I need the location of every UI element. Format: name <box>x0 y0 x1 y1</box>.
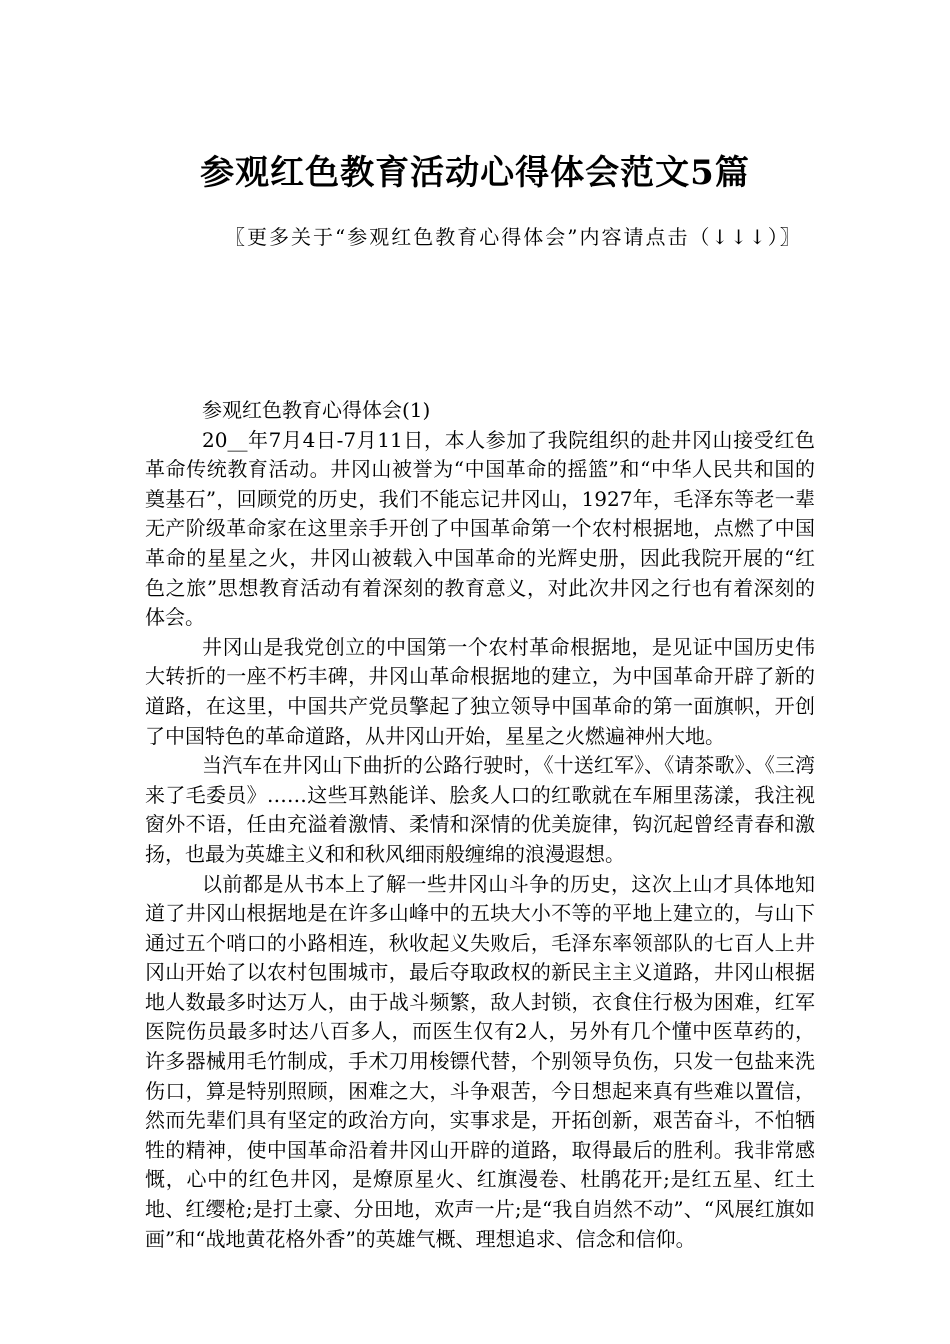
article-body <box>145 396 815 1254</box>
paragraph-1: 20__年7月4日-7月11日，本人参加了我院组织的赴井冈山接受红色革命传统教育活动。井冈山被誉为“中国革命的摇篮”和“中华人民共和国的奠基石”，回顾党的历史，我们不能忘记井冈山，1927年，毛泽东等老一辈无产阶级革命家在这里亲手开创了中国革命第一个农村根据地，点燃了中国革命的星星之火，井冈山被载入中国革命的光辉史册，因此我院开展的“红色之旅”思想教育活动有着深刻的教育意义，对此次井冈之行也有着深刻的体会。 <box>145 427 815 630</box>
section-heading: 参观红色教育心得体会(1) <box>202 398 431 422</box>
paragraph-2: 井冈山是我党创立的中国第一个农村革命根据地，是见证中国历史伟大转折的一座不朽丰碑，井冈山革命根据地的建立，为中国革命开辟了新的道路，在这里，中国共产党员擎起了独立领导中国革命的第一面旗帜，开创了中国特色的革命道路，从井冈山开始，星星之火燃遍神州大地。 <box>145 634 815 748</box>
paragraph-3: 当汽车在井冈山下曲折的公路行驶时，《十送红军》、《请茶歌》、《三湾来了毛委员》……这些耳熟能详、脍炙人口的红歌就在车厢里荡漾，我注视窗外不语，任由充溢着激情、柔情和深情的优美旋律，钩沉起曾经青春和激扬，也最为英雄主义和和秋风细雨般缠绵的浪漫遐想。 <box>145 753 815 866</box>
paragraph-4: 以前都是从书本上了解一些井冈山斗争的历史，这次上山才具体地知道了井冈山根据地是在许多山峰中的五块大小不等的平地上建立的，与山下通过五个哨口的小路相连，秋收起义失败后，毛泽东率领部队的七百人上井冈山开始了以农村包围城市，最后夺取政权的新民主主义道路，井冈山根据地人数最多时达万人，由于战斗频繁，敌人封锁，衣食住行极为困难，红军医院伤员最多时达八百多人，而医生仅有2人，另外有几个懂中医草药的，许多器械用毛竹制成，手术刀用梭镖代替，个别领导负伤，只发一包盐来洗伤口，算是特别照顾，困难之大，斗争艰苦，今日想起来真有些难以置信，然而先辈们具有坚定的政治方向，实事求是，开拓创新，艰苦奋斗，不怕牺牲的精神，使中国革命沿着井冈山开辟的道路，取得最后的胜利。我非常感慨，心中的红色井冈，是燎原星火、红旗漫卷、杜鹃花开;是红五星、红土地、红缨枪;是打土豪、分田地，欢声一片;是“我自岿然不动”、“风展红旗如画”和“战地黄花格外香”的英雄气概、理想追求、信念和信仰。 <box>145 871 815 1251</box>
document-title: 参观红色教育活动心得体会范文5篇 <box>200 152 750 193</box>
more-content-link[interactable]: 〖更多关于“参观红色教育心得体会”内容请点击（↓↓↓）〗 <box>225 225 802 249</box>
